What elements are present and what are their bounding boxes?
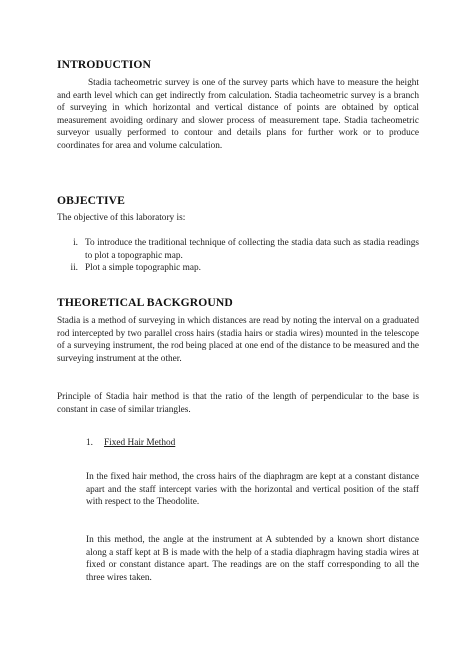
method-paragraph-1: In the fixed hair method, the cross hairs of the diaphragm are kept at a constant distance apart and the staff intercept varies with the horizontal and vertical position of the staff with respect to the Theodolite.	[86, 472, 419, 508]
method-title: Fixed Hair Method	[104, 438, 176, 448]
theory-paragraph-2: Principle of Stadia hair method is that the ratio of the length of perpendicular to the base is constant in case of similar triangles.	[57, 392, 419, 415]
objective-intro: The objective of this laboratory is:	[57, 213, 186, 223]
list-marker: i.	[73, 238, 78, 248]
method-number: 1.	[86, 438, 93, 448]
list-item-text: Plot a simple topographic map.	[85, 263, 201, 274]
method-paragraph-2: In this method, the angle at the instrument at A subtended by a known short distance along a staff kept at B is made with the help of a stadia diaphragm having stadia wires at fixed or constant distance apart. The readings are on the staff corresponding to all the three wires taken.	[86, 535, 419, 583]
objective-list	[57, 237, 419, 275]
list-marker: ii.	[70, 263, 78, 274]
list-item-text: To introduce the traditional technique of collecting the stadia data such as stadia readings to plot a topographic map.	[85, 238, 419, 261]
fixed-hair-method-item	[86, 437, 175, 450]
introduction-heading: INTRODUCTION	[57, 58, 151, 71]
list-item	[57, 237, 419, 262]
theory-heading: THEORETICAL BACKGROUND	[57, 296, 233, 309]
introduction-paragraph: Stadia tacheometric survey is one of the survey parts which have to measure the height and earth level which can get indirectly from calculation. Stadia tacheometric survey is a branch of surveying in which horizontal and vertical distance of points are obtained by optical measurement avoiding ordinary and slower process of measurement tape. Stadia tacheometric surveyor usually performed to contour and details plans for further work or to produce coordinates for area and volume calculation.	[57, 78, 419, 151]
theory-paragraph-1: Stadia is a method of surveying in which distances are read by noting the interval on a graduated rod intercepted by two parallel cross hairs (stadia hairs or stadia wires) mounted in the telescope of a surveying instrument, the rod being placed at one end of the distance to be measured and the surveying instrument at the other.	[57, 316, 419, 364]
objective-heading: OBJECTIVE	[57, 194, 125, 207]
list-item	[57, 262, 419, 275]
